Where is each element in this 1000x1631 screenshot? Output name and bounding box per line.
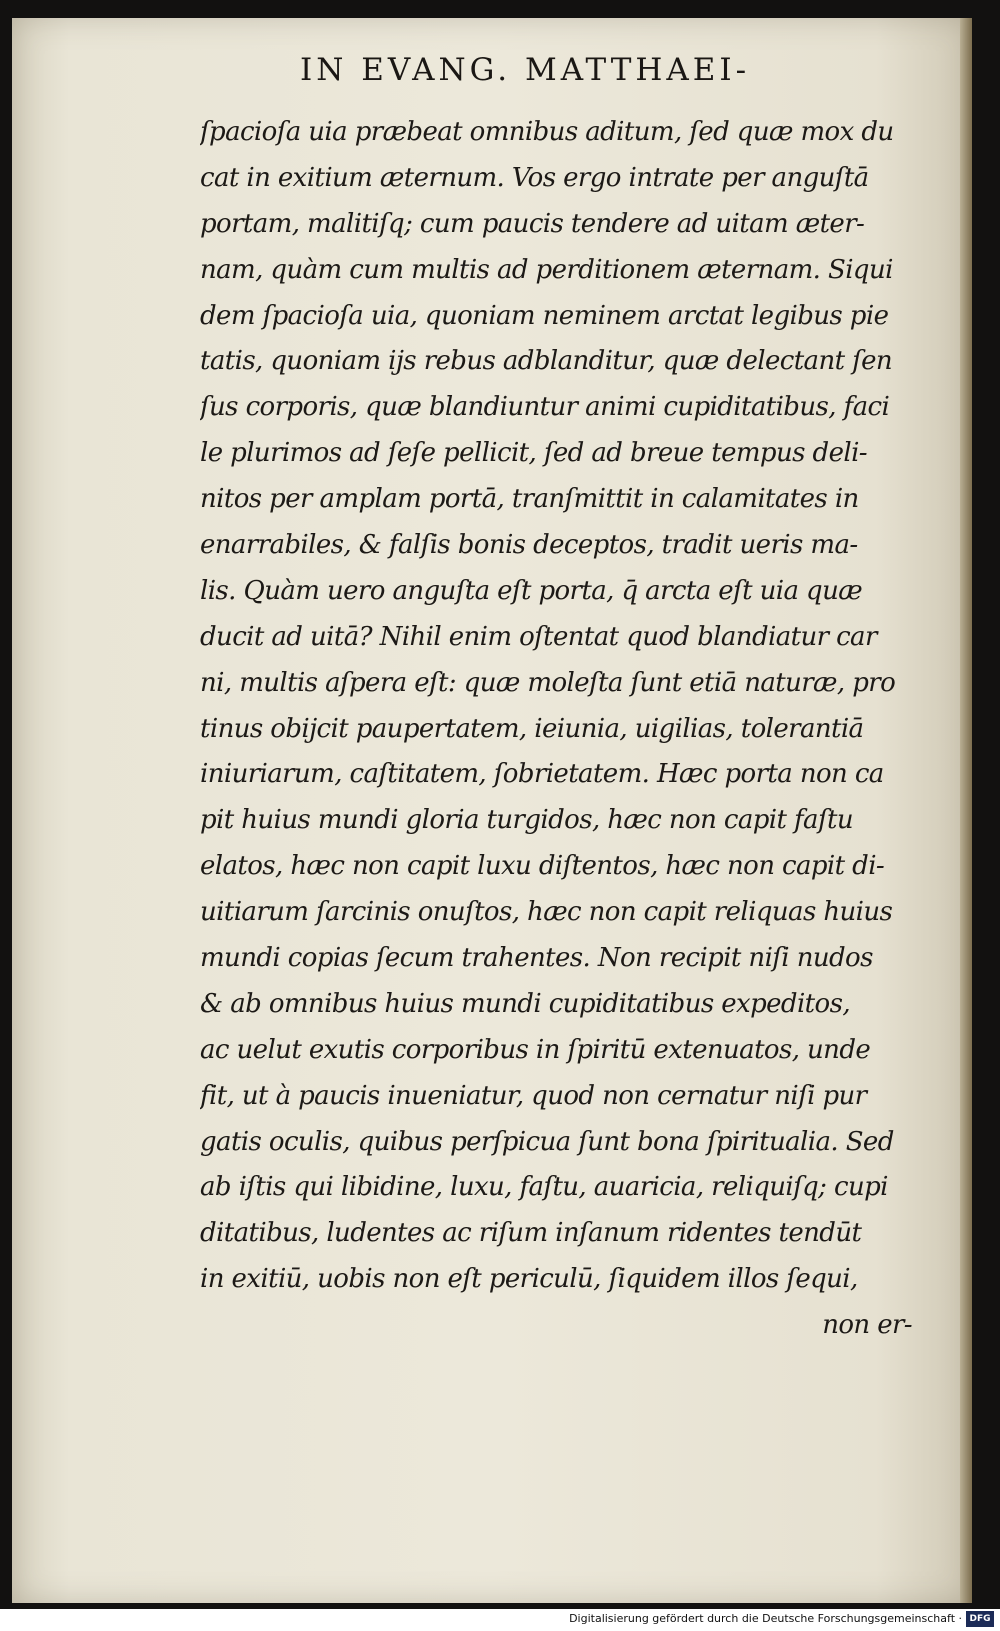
text-line: nam, quàm cum multis ad perditionem æternam. Siqui bbox=[200, 254, 893, 285]
digitization-credit: Digitalisierung gefördert durch die Deutsche Forschungsgemeinschaft · bbox=[569, 1612, 962, 1625]
text-line: & ab omnibus huius mundi cupiditatibus expeditos, bbox=[200, 988, 850, 1019]
text-line: tinus obijcit paupertatem, ieiunia, uigilias, tolerantiā bbox=[200, 713, 864, 744]
text-line: ditatibus, ludentes ac riſum inſanum ridentes tendūt bbox=[200, 1218, 862, 1249]
text-line: ſpacioſa uia præbeat omnibus aditum, ſed quæ mox du bbox=[200, 117, 894, 147]
text-line: nitos per amplam portā, tranſmittit in calamitates in bbox=[200, 484, 859, 515]
text-line: elatos, hæc non capit luxu diſtentos, hæc non capit di- bbox=[200, 851, 885, 882]
text-line: ac uelut exutis corporibus in ſpiritū extenuatos, unde bbox=[200, 1034, 871, 1065]
text-line: ab iſtis qui libidine, luxu, faſtu, auaricia, reliquiſq; cupi bbox=[200, 1172, 888, 1203]
text-line: enarrabiles, & falſis bonis deceptos, tradit ueris ma- bbox=[200, 530, 858, 561]
text-line: mundi copias ſecum trahentes. Non recipit niſi nudos bbox=[200, 943, 873, 974]
text-line: ni, multis aſpera eſt: quæ moleſta ſunt etiā naturæ, pro bbox=[200, 667, 896, 698]
text-line: portam, malitiſq; cum paucis tendere ad uitam æter- bbox=[200, 208, 865, 239]
catchword: non er- bbox=[822, 1310, 912, 1341]
body-text bbox=[200, 110, 940, 1349]
text-line: ducit ad uitā? Nihil enim oſtentat quod blandiatur car bbox=[200, 621, 877, 652]
text-line: dem ſpacioſa uia, quoniam neminem arctat legibus pie bbox=[200, 300, 889, 331]
page-edge bbox=[960, 18, 972, 1603]
text-line: lis. Quàm uero anguſta eſt porta, q̄ arcta eſt uia quæ bbox=[200, 575, 863, 606]
text-line: tatis, quoniam ijs rebus adblanditur, quæ delectant ſen bbox=[200, 346, 893, 377]
text-line: pit huius mundi gloria turgidos, hæc non capit faſtu bbox=[200, 805, 853, 836]
text-line: le plurimos ad ſeſe pellicit, ſed ad breue tempus deli- bbox=[200, 438, 867, 469]
text-line: fit, ut à paucis inueniatur, quod non cernatur niſi pur bbox=[200, 1080, 867, 1111]
text-line: cat in exitium æternum. Vos ergo intrate per anguſtā bbox=[200, 162, 869, 193]
text-line: ſus corporis, quæ blandiuntur animi cupiditatibus, faci bbox=[200, 392, 890, 423]
text-line: uitiarum ſarcinis onuſtos, hæc non capit reliquas huius bbox=[200, 897, 893, 928]
running-head: IN EVANG. MATTHAEI- bbox=[300, 52, 751, 88]
dfg-logo-icon: DFG bbox=[966, 1611, 994, 1627]
text-line: in exitiū, uobis non eſt periculū, ſiquidem illos ſequi, bbox=[200, 1264, 858, 1295]
text-line: iniuriarum, caſtitatem, ſobrietatem. Hæc porta non ca bbox=[200, 759, 884, 790]
text-line: gatis oculis, quibus perſpicua ſunt bona ſpiritualia. Sed bbox=[200, 1126, 894, 1157]
